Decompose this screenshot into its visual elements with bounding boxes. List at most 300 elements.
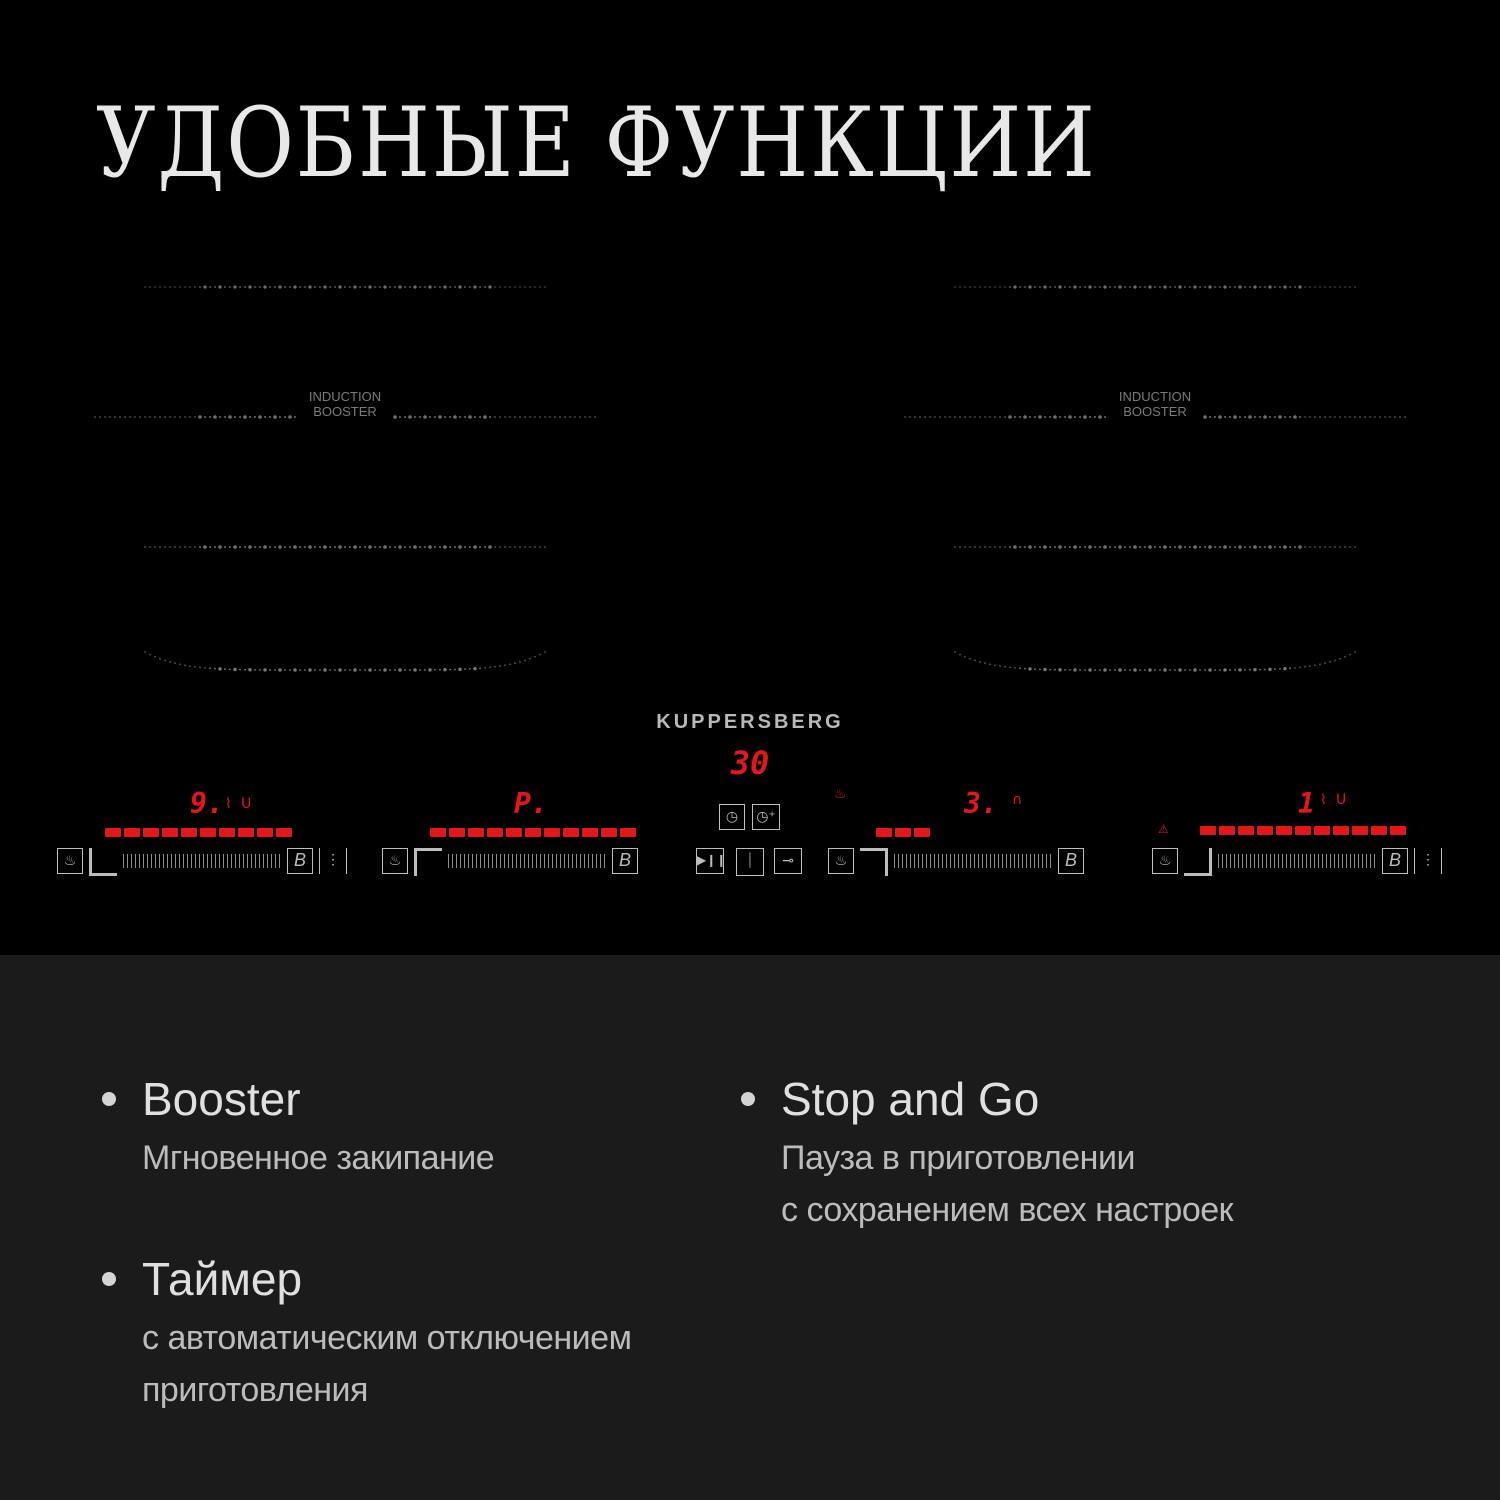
burner-dot: [979, 546, 981, 548]
burner-dot: [424, 669, 426, 671]
burner-dot: [308, 285, 311, 288]
burner-dot: [1068, 415, 1072, 419]
timer-plus-icon[interactable]: ◷⁺: [752, 804, 780, 830]
burner-dot: [1148, 285, 1151, 288]
burner-dot: [329, 669, 331, 671]
burner-dot: [209, 286, 211, 288]
burner-dot: [1349, 416, 1351, 418]
burner-dot: [243, 415, 247, 419]
burner-dot: [409, 286, 411, 288]
burner-dot: [383, 668, 386, 671]
burner-dot: [1208, 285, 1211, 288]
burner-dot: [114, 416, 116, 418]
burner-dot: [248, 285, 251, 288]
burner-dot: [419, 546, 421, 548]
keep-warm-icon[interactable]: ♨: [57, 848, 83, 874]
burner-dot: [1024, 546, 1026, 548]
burner-dot: [964, 546, 966, 548]
burner-dot: [1354, 546, 1356, 548]
burner-dot: [1293, 415, 1297, 419]
burner-dot: [399, 416, 401, 418]
burner-dot: [1178, 668, 1181, 671]
burner-dot: [314, 669, 316, 671]
burner-dot: [329, 286, 331, 288]
burner-dot: [1064, 416, 1066, 418]
power-bar-segment: [276, 828, 292, 837]
burner-dot: [1169, 546, 1171, 548]
timer-minus-icon[interactable]: ◷: [719, 804, 745, 830]
burner-dot: [904, 416, 906, 418]
burner-dot: [984, 662, 986, 664]
burner-dot: [1014, 667, 1016, 669]
burner-dot: [1084, 546, 1086, 548]
burner-dot: [1174, 669, 1176, 671]
burner-dot: [239, 546, 241, 548]
burner-dot: [1279, 546, 1281, 548]
booster-button[interactable]: B: [1382, 848, 1408, 874]
burner-dot: [539, 654, 541, 656]
burner-dot: [164, 286, 166, 288]
power-bar-segment: [544, 828, 560, 837]
burner-dot: [1349, 286, 1351, 288]
burner-dot: [994, 546, 996, 548]
burner-dot: [529, 286, 531, 288]
burner-dot: [1069, 669, 1071, 671]
burner-dot: [323, 285, 326, 288]
burner-dot: [1339, 546, 1341, 548]
burner-dot: [934, 416, 936, 418]
burner-dot: [499, 546, 501, 548]
burner-dot: [458, 545, 462, 549]
brand-logo: KUPPERSBERG: [656, 711, 844, 733]
key-lock-icon[interactable]: ⊸: [774, 848, 802, 874]
burner-dot: [1289, 667, 1291, 669]
burner-dot: [1349, 654, 1351, 656]
burner-dot: [1309, 665, 1311, 667]
burner-dot: [1304, 546, 1306, 548]
power-bar-segment: [219, 828, 235, 837]
burner-dot: [359, 546, 361, 548]
burner-dot: [1344, 546, 1346, 548]
burner-dot: [1374, 416, 1376, 418]
burner-dot: [1094, 286, 1096, 288]
burner-dot: [1004, 666, 1006, 668]
burner-dot: [1193, 668, 1196, 671]
burner-dot: [1259, 669, 1261, 671]
burner-dot: [1074, 416, 1076, 418]
burner-dot: [1059, 416, 1061, 418]
burner-dot: [1239, 416, 1241, 418]
burner-right: [900, 275, 1410, 695]
power-bar-segment: [1352, 826, 1368, 835]
burner-dot: [323, 545, 327, 549]
burner-dot: [1268, 545, 1272, 549]
burner-dot: [519, 286, 521, 288]
burner-dot: [109, 416, 111, 418]
burner-dot: [469, 668, 471, 670]
burner-dot: [959, 654, 961, 656]
burner-dot: [394, 286, 396, 288]
burner-dot: [1319, 546, 1321, 548]
power-bar-segment: [238, 828, 254, 837]
burner-dot: [1114, 286, 1116, 288]
burner-dot: [1073, 285, 1076, 288]
burner-dot: [224, 546, 226, 548]
keep-warm-icon[interactable]: ♨: [1152, 848, 1178, 874]
power-bar-segment: [1333, 826, 1349, 835]
burner-dot: [1124, 286, 1126, 288]
power-slider[interactable]: [448, 854, 608, 868]
burner-dot: [269, 416, 271, 418]
burner-dot: [564, 416, 566, 418]
burner-dot: [258, 415, 262, 419]
power-bar-segment: [1257, 826, 1273, 835]
burner-dot: [368, 285, 371, 288]
burner-dot: [353, 545, 357, 549]
power-button[interactable]: ⏐: [736, 848, 764, 876]
burner-dot: [569, 416, 571, 418]
burner-dot: [344, 669, 346, 671]
bullet-icon: [102, 1092, 116, 1106]
burner-dot: [1004, 286, 1006, 288]
power-bar-segment: [124, 828, 140, 837]
burner-dot: [194, 546, 196, 548]
burner-dot: [519, 661, 521, 663]
burner-dot: [959, 416, 961, 418]
burner-dot: [94, 416, 96, 418]
zone-control-1: [55, 780, 355, 880]
keep-warm-icon[interactable]: ♨: [828, 848, 854, 874]
burner-dot: [1298, 545, 1302, 549]
burner-dot: [1019, 416, 1021, 418]
burner-dot: [534, 416, 536, 418]
burner-dot: [1314, 546, 1316, 548]
zone-bridge-icon[interactable]: ⋮: [319, 848, 347, 874]
burner-dot: [453, 415, 457, 419]
burner-dot: [1043, 545, 1047, 549]
burner-dot: [218, 285, 221, 288]
burner-dot: [164, 546, 166, 548]
burner-dot: [1144, 546, 1146, 548]
burner-dot: [494, 666, 496, 668]
burner-dot: [304, 286, 306, 288]
burner-dot: [529, 658, 531, 660]
burner-dot: [189, 546, 191, 548]
burner-dot: [338, 285, 341, 288]
burner-dot: [994, 664, 996, 666]
burner-dot: [1184, 669, 1186, 671]
burner-dot: [1039, 286, 1041, 288]
features-panel: [0, 955, 1500, 1500]
burner-dot: [524, 660, 526, 662]
burner-dot: [338, 545, 342, 549]
power-slider[interactable]: [1218, 854, 1378, 868]
power-bar: [1200, 826, 1406, 835]
burner-dot: [1099, 546, 1101, 548]
burner-dot: [323, 668, 326, 671]
burner-dot: [293, 668, 296, 671]
burner-dot: [129, 416, 131, 418]
zone-select-icon[interactable]: [1184, 848, 1212, 876]
burner-dot: [379, 286, 381, 288]
burner-dot: [969, 416, 971, 418]
burner-dot: [1219, 546, 1221, 548]
burner-dot: [174, 662, 176, 664]
burner-dot: [184, 664, 186, 666]
power-bar-segment: [601, 828, 617, 837]
burner-dot: [1344, 286, 1346, 288]
burner-dot: [1244, 669, 1246, 671]
burner-dot: [1124, 546, 1126, 548]
burner-dot: [1269, 416, 1271, 418]
burner-dot: [504, 416, 506, 418]
burner-dot: [514, 286, 516, 288]
burner-dot: [429, 416, 431, 418]
burner-dot: [174, 286, 176, 288]
burner-dot: [169, 661, 171, 663]
power-slider[interactable]: [894, 854, 1054, 868]
burner-dot: [1114, 669, 1116, 671]
burner-dot: [1334, 416, 1336, 418]
power-bar-segment: [162, 828, 178, 837]
burner-dot: [559, 416, 561, 418]
burner-dot: [203, 545, 207, 549]
burner-dot: [319, 286, 321, 288]
burner-dot: [524, 546, 526, 548]
burner-dot: [1263, 415, 1267, 419]
burner-dot: [1309, 286, 1311, 288]
burner-dot: [494, 286, 496, 288]
burner-dot: [194, 416, 196, 418]
burner-dot: [1248, 415, 1252, 419]
power-bar-segment: [487, 828, 503, 837]
burner-dot: [334, 669, 336, 671]
burner-dot: [1289, 546, 1291, 548]
burner-dot: [999, 416, 1001, 418]
zone-control-2: [380, 780, 645, 880]
power-bar-segment: [914, 828, 930, 837]
burner-dot: [1289, 416, 1291, 418]
burner-dot: [534, 656, 536, 658]
burner-dot: [199, 546, 201, 548]
burner-dot: [1259, 286, 1261, 288]
burner-dot: [1013, 285, 1016, 288]
burner-dot: [1304, 416, 1306, 418]
burner-dot: [219, 416, 221, 418]
burner-dot: [454, 546, 456, 548]
burner-dot: [979, 661, 981, 663]
burner-dot: [589, 416, 591, 418]
burner-dot: [1259, 416, 1261, 418]
burner-dot: [1299, 416, 1301, 418]
burner-dot: [1224, 416, 1226, 418]
burner-dot: [1279, 286, 1281, 288]
burner-dot: [1009, 546, 1011, 548]
burner-dot: [999, 665, 1001, 667]
burner-dot: [1124, 669, 1126, 671]
burner-dot: [509, 663, 511, 665]
burner-dot: [584, 416, 586, 418]
burner-dot: [149, 286, 151, 288]
burner-dot: [144, 286, 146, 288]
burner-dot: [383, 285, 386, 288]
burner-dot: [1268, 668, 1271, 671]
burner-dot: [1199, 286, 1201, 288]
burner-dot: [1084, 286, 1086, 288]
burner-dot: [1309, 416, 1311, 418]
burner-dot: [1329, 286, 1331, 288]
burner-dot: [374, 286, 376, 288]
burner-dot: [473, 285, 476, 288]
power-bar-segment: [895, 828, 911, 837]
center-controls: [690, 780, 810, 880]
burner-dot: [1229, 669, 1231, 671]
burner-dot: [1319, 663, 1321, 665]
burner-dot: [509, 416, 511, 418]
burner-dot: [519, 416, 521, 418]
burner-dot: [204, 416, 206, 418]
burner-dot: [1364, 416, 1366, 418]
burner-dot: [1214, 286, 1216, 288]
feature-description: Мгновенное закипание: [142, 1139, 495, 1177]
burner-dot: [989, 663, 991, 665]
burner-dot: [484, 667, 486, 669]
burner-dot: [1199, 669, 1201, 671]
burner-dot: [534, 546, 536, 548]
burner-dot: [224, 416, 226, 418]
burner-dot: [424, 286, 426, 288]
burner-outline: [90, 275, 600, 695]
burner-dot: [469, 546, 471, 548]
burner-dot: [189, 286, 191, 288]
burner-dot: [439, 669, 441, 671]
burner-dot: [1219, 669, 1221, 671]
burner-dot: [1214, 669, 1216, 671]
burner-dot: [1199, 546, 1201, 548]
burner-dot: [264, 416, 266, 418]
burner-dot: [149, 416, 151, 418]
burner-dot: [574, 416, 576, 418]
burner-dot: [989, 416, 991, 418]
burner-dot: [1339, 286, 1341, 288]
burner-dot: [1049, 286, 1051, 288]
burner-dot: [398, 545, 402, 549]
burner-dot: [929, 416, 931, 418]
burner-dot: [1244, 286, 1246, 288]
burner-dot: [1109, 669, 1111, 671]
burner-dot: [353, 668, 356, 671]
booster-button[interactable]: B: [287, 848, 313, 874]
burner-dot: [1058, 668, 1061, 671]
burner-dot: [544, 546, 546, 548]
burner-dot: [274, 546, 276, 548]
power-bar-segment: [200, 828, 216, 837]
burner-dot: [144, 546, 146, 548]
booster-button[interactable]: B: [1058, 848, 1084, 874]
burner-dot: [244, 546, 246, 548]
feature-stop-and-go: [781, 1072, 1431, 1236]
burner-dot: [1344, 416, 1346, 418]
burner-dot: [504, 286, 506, 288]
burner-dot: [1389, 416, 1391, 418]
zone-select-icon[interactable]: [414, 848, 442, 876]
burner-dot: [1339, 416, 1341, 418]
burner-dot: [1329, 661, 1331, 663]
burner-dot: [1314, 286, 1316, 288]
burner-dot: [1099, 286, 1101, 288]
power-bar-segment: [1371, 826, 1387, 835]
power-slider[interactable]: [123, 854, 283, 868]
burner-dot: [174, 416, 176, 418]
burner-dot: [1088, 668, 1091, 671]
burner-dot: [1024, 286, 1026, 288]
bullet-icon: [102, 1272, 116, 1286]
feature-description: с автоматическим отключением приготовления: [142, 1319, 632, 1409]
burner-dot: [479, 546, 481, 548]
burner-dot: [969, 286, 971, 288]
burner-dot: [984, 286, 986, 288]
burner-dot: [1284, 416, 1286, 418]
burner-dot: [239, 286, 241, 288]
booster-button[interactable]: B: [612, 848, 638, 874]
burner-dot: [919, 416, 921, 418]
burner-dot: [169, 286, 171, 288]
keep-warm-icon[interactable]: ♨: [382, 848, 408, 874]
burner-dot: [529, 416, 531, 418]
burner-dot: [479, 286, 481, 288]
burner-dot: [1369, 416, 1371, 418]
burner-dot: [439, 286, 441, 288]
burner-dot: [349, 286, 351, 288]
burner-dot: [254, 416, 256, 418]
burner-dot: [1159, 286, 1161, 288]
burner-dot: [1324, 416, 1326, 418]
burner-dot: [1223, 285, 1226, 288]
burner-dot: [494, 546, 496, 548]
play-pause-icon[interactable]: ▶❙❙: [696, 848, 724, 874]
power-bar-segment: [1314, 826, 1330, 835]
zone-select-icon[interactable]: [860, 848, 888, 876]
burner-dot: [484, 286, 486, 288]
burner-dot: [1079, 286, 1081, 288]
burner-dot: [213, 415, 217, 419]
burner-dot: [174, 546, 176, 548]
control-row: [55, 848, 355, 876]
burner-dot: [189, 665, 191, 667]
burner-dot: [1174, 286, 1176, 288]
burner-dot: [1148, 668, 1151, 671]
burner-dot: [104, 416, 106, 418]
burner-dot: [1344, 656, 1346, 658]
burner-dot: [409, 669, 411, 671]
zone-bridge-icon[interactable]: ⋮: [1414, 848, 1442, 874]
burner-dot: [1404, 416, 1406, 418]
burner-dot: [1319, 416, 1321, 418]
burner-dot: [1214, 416, 1216, 418]
burner-dot: [468, 415, 472, 419]
burner-dot: [394, 546, 396, 548]
burner-dot: [458, 285, 461, 288]
burner-dot: [1399, 416, 1401, 418]
power-level-display: 3.: [964, 787, 998, 820]
burner-dot: [474, 416, 476, 418]
burner-dot: [443, 545, 447, 549]
power-bar-segment: [430, 828, 446, 837]
burner-dot: [154, 416, 156, 418]
burner-dot: [443, 285, 446, 288]
zone-select-icon[interactable]: [89, 848, 117, 876]
burner-dot: [524, 286, 526, 288]
